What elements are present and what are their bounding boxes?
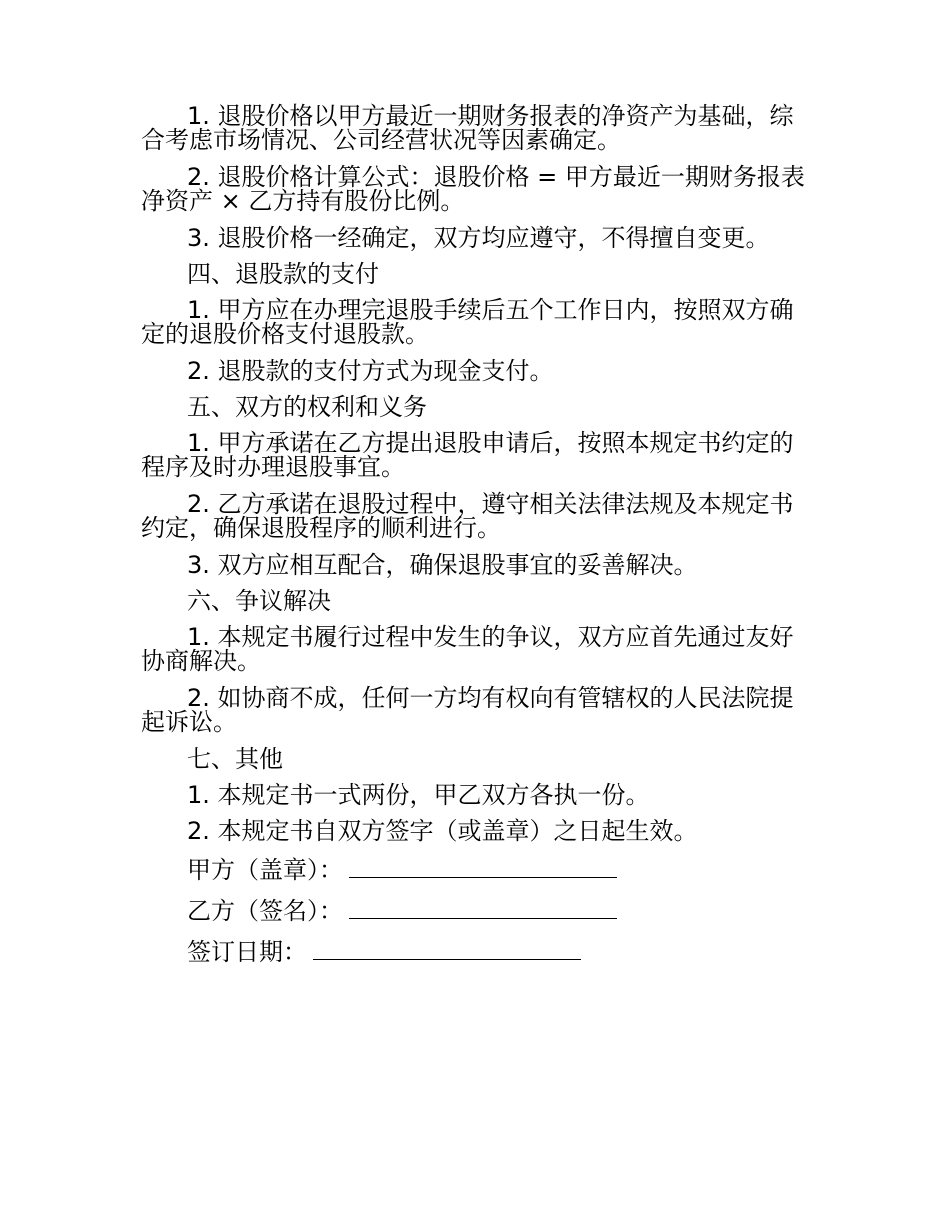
section-heading-other: 七、其他	[187, 745, 283, 773]
signature-party-b-label: 乙方（签名）：	[187, 897, 343, 925]
section-heading-payment: 四、退股款的支付	[187, 260, 379, 288]
paragraph-cooperation: 3. 双方应相互配合，确保退股事宜的妥善解决。	[187, 551, 698, 579]
paragraph-dispute-negotiation: 1. 本规定书履行过程中发生的争议，双方应首先通过友好协商解决。	[141, 623, 794, 675]
signature-party-b	[141, 896, 813, 923]
signature-party-a-field[interactable]	[349, 855, 617, 878]
paragraph-price-basis: 1. 退股价格以甲方最近一期财务报表的净资产为基础，综合考虑市场情况、公司经营状况等因素确定。	[141, 102, 794, 154]
paragraph-price-formula: 2. 退股价格计算公式：退股价格 = 甲方最近一期财务报表净资产 × 乙方持有股份比例。	[141, 163, 805, 215]
document-body	[141, 104, 813, 978]
signature-party-b-field[interactable]	[349, 896, 617, 919]
signature-party-a	[141, 855, 813, 882]
signature-date-label: 签订日期：	[187, 938, 307, 966]
signature-date-field[interactable]	[313, 937, 581, 960]
paragraph-payment-method: 2. 退股款的支付方式为现金支付。	[187, 357, 554, 385]
paragraph-payment-deadline: 1. 甲方应在办理完退股手续后五个工作日内，按照双方确定的退股价格支付退股款。	[141, 296, 794, 348]
section-heading-rights: 五、双方的权利和义务	[187, 393, 427, 421]
paragraph-party-a-commitment: 1. 甲方承诺在乙方提出退股申请后，按照本规定书约定的程序及时办理退股事宜。	[141, 429, 794, 481]
paragraph-copies: 1. 本规定书一式两份，甲乙双方各执一份。	[187, 781, 650, 809]
section-heading-dispute: 六、争议解决	[187, 587, 331, 615]
paragraph-price-binding: 3. 退股价格一经确定，双方均应遵守，不得擅自变更。	[187, 224, 770, 252]
paragraph-effective: 2. 本规定书自双方签字（或盖章）之日起生效。	[187, 817, 698, 845]
paragraph-party-b-commitment: 2. 乙方承诺在退股过程中，遵守相关法律法规及本规定书约定，确保退股程序的顺利进行。	[141, 490, 794, 542]
signature-party-a-label: 甲方（盖章）：	[187, 856, 343, 884]
paragraph-dispute-litigation: 2. 如协商不成，任何一方均有权向有管辖权的人民法院提起诉讼。	[141, 684, 794, 736]
signature-date	[141, 937, 813, 964]
